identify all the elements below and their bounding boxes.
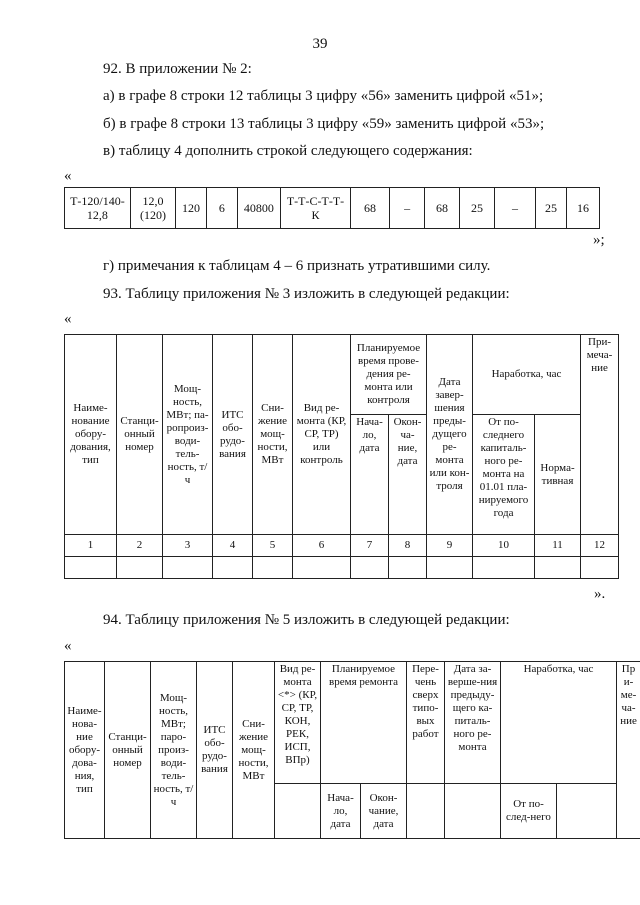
table-empty-row — [65, 557, 619, 579]
column-number: 3 — [163, 535, 213, 557]
column-number: 6 — [293, 535, 351, 557]
header-power: Мощ-ность, МВт; паро-произ-води-тель-ность, т/ч — [151, 662, 197, 839]
column-number: 7 — [351, 535, 389, 557]
table-cell: Т-120/140-12,8 — [65, 188, 131, 229]
header-station: Станци-онный номер — [105, 662, 151, 839]
section-92-item-c: в) таблицу 4 дополнить строкой следующего содержания: — [103, 143, 473, 159]
table-cell: Т-Т-С-Т-Т-К — [281, 188, 351, 229]
header-note: При-меча-ние — [581, 335, 619, 535]
header-planned-time: Планируемое время прове-дения ре-монта или контроля — [351, 335, 427, 415]
header-power: Мощ-ность, МВт; па-ропроиз-води-тель-ность, т/ч — [163, 335, 213, 535]
table-number-row — [65, 535, 619, 557]
column-number: 5 — [253, 535, 293, 557]
header-note: При-ме-ча-ние — [617, 662, 640, 839]
header-reduction: Сни-жение мощ-ности, МВт — [233, 662, 275, 839]
header-reduction: Сни-жение мощ-ности, МВт — [253, 335, 293, 535]
table-cell: 25 — [536, 188, 567, 229]
section-92-heading: 92. В приложении № 2: — [103, 61, 252, 77]
section-92-item-b: б) в графе 8 строки 13 таблицы 3 цифру «59» заменить цифрой «53»; — [103, 116, 545, 132]
header-end: Окон-чание, дата — [361, 784, 407, 839]
header-repair-type: Вид ре-монта (КР, СР, ТР) или контроль — [293, 335, 351, 535]
header-end: Окон-ча-ние, дата — [389, 415, 427, 535]
table-cell: – — [390, 188, 425, 229]
section-93-close-quote: ». — [594, 586, 606, 602]
column-number: 2 — [117, 535, 163, 557]
table-cell: 16 — [566, 188, 599, 229]
header-start: Нача-ло, дата — [321, 784, 361, 839]
section-93-open-quote: « — [64, 311, 72, 327]
section-94-open-quote: « — [64, 638, 72, 654]
appendix-3-table — [64, 334, 619, 579]
column-number: 8 — [389, 535, 427, 557]
header-works-list: Пере-чень сверх типо-вых работ — [407, 662, 445, 784]
section-94-heading: 94. Таблицу приложения № 5 изложить в следующей редакции: — [103, 612, 510, 628]
section-92-item-d: г) примечания к таблицам 4 – 6 признать утратившими силу. — [103, 258, 491, 274]
section-92-item-a: а) в графе 8 строки 12 таблицы 3 цифру «56» заменить цифрой «51»; — [103, 88, 544, 104]
table-cell: 25 — [460, 188, 495, 229]
table-cell: 68 — [425, 188, 460, 229]
column-number: 9 — [427, 535, 473, 557]
header-repair-type: Вид ре-монта <*> (КР, СР, ТР, КОН, РЕК, ИСП, ВПр) — [275, 662, 321, 784]
appendix-5-table — [64, 661, 640, 839]
header-start: Нача-ло, дата — [351, 415, 389, 535]
header-operating-time: Наработка, час — [501, 662, 617, 784]
section-92-open-quote: « — [64, 168, 72, 184]
table-cell: 68 — [350, 188, 389, 229]
table-row — [65, 188, 600, 229]
header-its: ИТС обо-рудо-вания — [197, 662, 233, 839]
header-normative: Норма-тивная — [535, 415, 581, 535]
header-last-repair-date: Дата за-верше-ния предыду-щего ка-питаль-ного ре-монта — [445, 662, 501, 784]
column-number: 1 — [65, 535, 117, 557]
header-since-last: От по-след-него — [501, 784, 557, 839]
table-cell: – — [494, 188, 535, 229]
header-planned-time: Планируемое время ремонта — [321, 662, 407, 784]
table-cell: 40800 — [237, 188, 280, 229]
header-station: Станци-онный номер — [117, 335, 163, 535]
column-number: 11 — [535, 535, 581, 557]
section-93-heading: 93. Таблицу приложения № 3 изложить в следующей редакции: — [103, 286, 510, 302]
header-operating-time: Наработка, час — [473, 335, 581, 415]
section-92-close-quote: »; — [593, 232, 605, 248]
header-its: ИТС обо-рудо-вания — [213, 335, 253, 535]
table-cell: 6 — [206, 188, 237, 229]
column-number: 4 — [213, 535, 253, 557]
page-number: 39 — [312, 36, 328, 52]
header-name: Наиме-нование обору-дования, тип — [65, 335, 117, 535]
appendix-2-table-4-row — [64, 187, 600, 229]
table-cell: 120 — [176, 188, 207, 229]
header-last-repair-date: Дата завер-шения преды-дущего ре-монта или кон-троля — [427, 335, 473, 535]
header-since-last: От по-следнего капиталь-ного ре-монта на 01.01 пла-нируемого года — [473, 415, 535, 535]
table-cell: 12,0 (120) — [130, 188, 175, 229]
table-header-row — [65, 662, 640, 784]
column-number: 12 — [581, 535, 619, 557]
column-number: 10 — [473, 535, 535, 557]
table-header-row — [65, 335, 619, 415]
header-name: Наиме-нова-ние обору-дова-ния, тип — [65, 662, 105, 839]
